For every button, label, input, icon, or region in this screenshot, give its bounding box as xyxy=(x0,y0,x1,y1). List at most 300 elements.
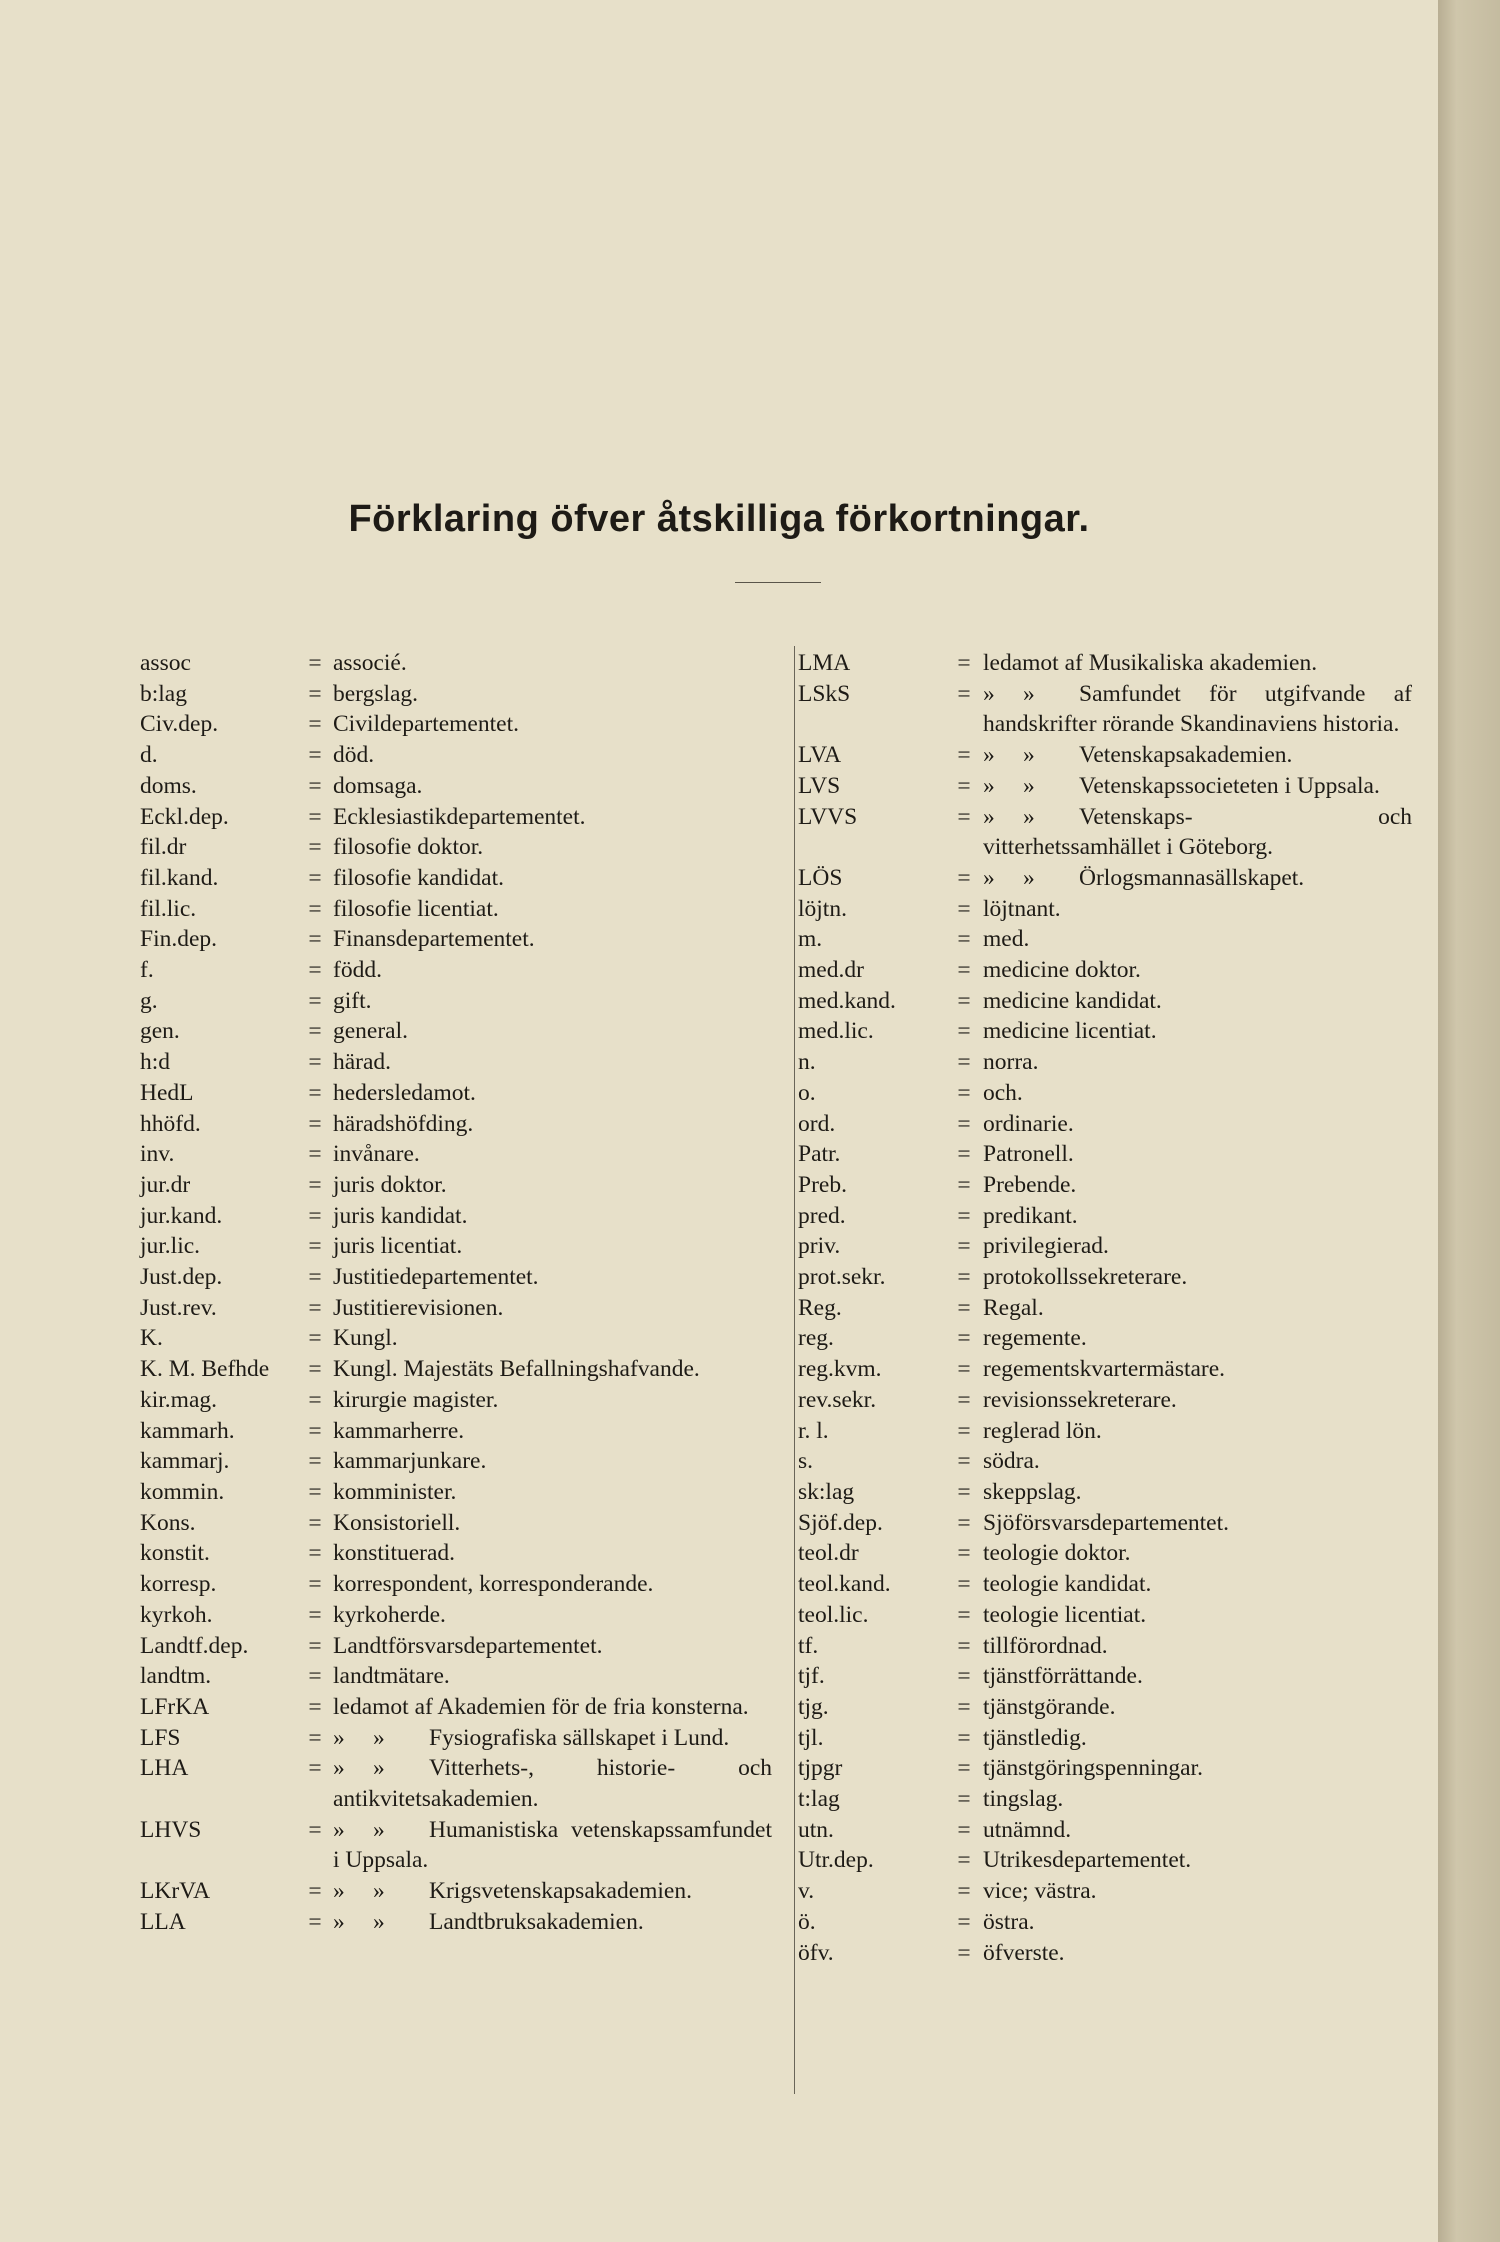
definition-text: Landtförsvarsdepartementet. xyxy=(333,1632,603,1659)
definition-text: kammarjunkare. xyxy=(333,1448,487,1475)
abbreviation: kammarh. xyxy=(140,1417,235,1444)
definition-text: associé. xyxy=(333,650,407,676)
abbreviation-entry xyxy=(140,1631,772,1662)
definition xyxy=(983,1845,1412,1876)
abbreviation: h:d xyxy=(140,1049,171,1076)
equals-sign: = xyxy=(308,772,322,799)
abbreviation: ord. xyxy=(798,1110,836,1137)
definition xyxy=(983,1723,1412,1754)
definition-text: Vetenskapssocieteten i Uppsala. xyxy=(1079,772,1380,799)
definition xyxy=(333,1753,772,1814)
abbreviation-entry xyxy=(790,1109,1412,1140)
definition xyxy=(333,1876,772,1907)
definition xyxy=(333,709,772,740)
definition-text: tjänstgöringspenningar. xyxy=(983,1755,1203,1782)
abbreviation-entry xyxy=(790,1631,1412,1662)
definition-text: regementskvartermästare. xyxy=(983,1356,1226,1383)
definition-text: filosofie kandidat. xyxy=(333,864,504,891)
equals-sign: = xyxy=(308,1878,322,1905)
abbreviation-entry xyxy=(790,1231,1412,1262)
abbreviation: konstit. xyxy=(140,1540,210,1567)
definition xyxy=(983,1016,1412,1047)
equals-sign: = xyxy=(957,1693,971,1720)
abbreviation: Patr. xyxy=(798,1141,841,1168)
definition xyxy=(983,679,1412,740)
definition-text: Kungl. Majestäts Befallningshafvande. xyxy=(333,1356,700,1383)
abbreviation: d. xyxy=(140,742,158,769)
definition xyxy=(333,1293,772,1324)
abbreviation-entry xyxy=(790,1815,1412,1846)
abbreviation: LHVS xyxy=(140,1816,202,1843)
equals-sign: = xyxy=(308,987,322,1014)
ditto-mark: » xyxy=(333,1816,345,1843)
definition-text: medicine kandidat. xyxy=(983,987,1162,1014)
abbreviation: Civ.dep. xyxy=(140,711,219,738)
definition xyxy=(333,1569,772,1600)
abbreviation: g. xyxy=(140,987,158,1014)
definition-text: landtmätare. xyxy=(333,1663,450,1690)
definition xyxy=(333,1385,772,1416)
abbreviation-entry xyxy=(140,863,772,894)
definition-text: teologie kandidat. xyxy=(983,1571,1152,1598)
abbreviation: fil.lic. xyxy=(140,895,197,922)
equals-sign: = xyxy=(308,864,322,891)
abbreviation-entry xyxy=(790,648,1412,679)
abbreviation-entry xyxy=(140,740,772,771)
equals-sign: = xyxy=(957,772,971,799)
equals-sign: = xyxy=(308,834,322,861)
definition xyxy=(333,986,772,1017)
ditto-mark: » xyxy=(983,864,995,891)
equals-sign: = xyxy=(957,1755,971,1782)
definition xyxy=(983,1201,1412,1232)
definition-text: konstituerad. xyxy=(333,1540,456,1567)
definition xyxy=(983,1047,1412,1078)
abbreviation: jur.lic. xyxy=(140,1233,201,1260)
abbreviation-entry xyxy=(140,1661,772,1692)
definition xyxy=(983,1907,1412,1938)
equals-sign: = xyxy=(308,1018,322,1045)
abbreviation: kammarj. xyxy=(140,1448,230,1475)
equals-sign: = xyxy=(957,1448,971,1475)
definition xyxy=(983,740,1412,771)
equals-sign: = xyxy=(308,1724,322,1751)
definition-text: med. xyxy=(983,926,1030,953)
definition-text: Vitterhets-, historie- och antikvitetsakademien. xyxy=(333,1755,772,1813)
abbreviation-entry xyxy=(790,1477,1412,1508)
abbreviation-entry xyxy=(140,1385,772,1416)
ditto-mark: » xyxy=(1023,680,1035,707)
abbreviation-entry xyxy=(790,1569,1412,1600)
abbreviation: Preb. xyxy=(798,1171,847,1198)
abbreviation-entry xyxy=(790,679,1412,740)
abbreviation-entry xyxy=(140,1354,772,1385)
abbreviation-entry xyxy=(790,802,1412,863)
definition xyxy=(983,1661,1412,1692)
abbreviation-entry xyxy=(140,648,772,679)
equals-sign: = xyxy=(957,987,971,1014)
definition xyxy=(333,1078,772,1109)
equals-sign: = xyxy=(957,680,971,707)
definition-text: Patronell. xyxy=(983,1141,1074,1168)
abbreviation-entry xyxy=(790,740,1412,771)
abbreviation: tjf. xyxy=(798,1663,825,1690)
definition xyxy=(333,1631,772,1662)
definition xyxy=(333,1170,772,1201)
abbreviation: inv. xyxy=(140,1141,175,1168)
equals-sign: = xyxy=(957,1386,971,1413)
abbreviation-entry xyxy=(790,1201,1412,1232)
definition-text: kyrkoherde. xyxy=(333,1601,446,1628)
definition xyxy=(983,1323,1412,1354)
definition-text: teologie doktor. xyxy=(983,1540,1131,1567)
abbreviation-entry xyxy=(790,986,1412,1017)
equals-sign: = xyxy=(957,1878,971,1905)
abbreviation-entry xyxy=(140,1078,772,1109)
equals-sign: = xyxy=(957,1110,971,1137)
definition-text: härad. xyxy=(333,1049,392,1076)
abbreviation: K. M. Befhde xyxy=(140,1356,270,1383)
abbreviation-entry xyxy=(140,1047,772,1078)
abbreviation-entry xyxy=(790,1446,1412,1477)
abbreviation-column-right xyxy=(790,648,1412,1968)
definition xyxy=(983,1446,1412,1477)
ditto-mark: » xyxy=(983,772,995,799)
abbreviation: LFS xyxy=(140,1724,181,1751)
ditto-mark: » xyxy=(333,1755,345,1782)
abbreviation-entry xyxy=(790,1170,1412,1201)
abbreviation: fil.kand. xyxy=(140,864,219,891)
definition xyxy=(983,1938,1412,1969)
abbreviation-entry xyxy=(140,1753,772,1814)
abbreviation-entry xyxy=(790,1508,1412,1539)
ditto-mark: » xyxy=(1023,864,1035,891)
abbreviation: rev.sekr. xyxy=(798,1386,877,1413)
definition-text: utnämnd. xyxy=(983,1816,1072,1843)
definition-text: Ecklesiastikdepartementet. xyxy=(333,803,586,830)
definition-text: östra. xyxy=(983,1908,1035,1935)
equals-sign: = xyxy=(308,1110,322,1137)
definition-text: revisionssekreterare. xyxy=(983,1386,1177,1413)
abbreviation-entry xyxy=(790,1845,1412,1876)
abbreviation-entry xyxy=(790,1784,1412,1815)
equals-sign: = xyxy=(308,1755,322,1782)
definition xyxy=(333,1047,772,1078)
equals-sign: = xyxy=(308,1540,322,1567)
definition xyxy=(983,1139,1412,1170)
abbreviation-entry xyxy=(140,924,772,955)
definition-text: Vetenskapsakademien. xyxy=(1079,742,1293,769)
equals-sign: = xyxy=(957,1325,971,1352)
ditto-mark: » xyxy=(333,1908,345,1935)
definition-text: teologie licentiat. xyxy=(983,1601,1147,1628)
abbreviation-entry xyxy=(790,1661,1412,1692)
abbreviation: tjl. xyxy=(798,1724,824,1751)
abbreviation: LLA xyxy=(140,1908,186,1935)
definition-text: komminister. xyxy=(333,1478,457,1505)
abbreviation: kommin. xyxy=(140,1478,225,1505)
abbreviation-entry xyxy=(790,1416,1412,1447)
definition xyxy=(983,1815,1412,1846)
abbreviation: jur.dr xyxy=(140,1171,191,1198)
abbreviation: Reg. xyxy=(798,1294,842,1321)
equals-sign: = xyxy=(308,1386,322,1413)
definition xyxy=(333,648,772,679)
abbreviation: LVA xyxy=(798,742,842,769)
definition xyxy=(983,1109,1412,1140)
abbreviation: korresp. xyxy=(140,1571,217,1598)
abbreviation-entry xyxy=(790,924,1412,955)
abbreviation: m. xyxy=(798,926,823,953)
abbreviation-entry xyxy=(790,771,1412,802)
equals-sign: = xyxy=(308,895,322,922)
definition-text: hedersledamot. xyxy=(333,1079,476,1106)
equals-sign: = xyxy=(308,742,322,769)
abbreviation-entry xyxy=(140,1723,772,1754)
equals-sign: = xyxy=(308,1509,322,1536)
definition-text: Civildepartementet. xyxy=(333,711,519,738)
equals-sign: = xyxy=(957,1540,971,1567)
abbreviation-entry xyxy=(140,1416,772,1447)
abbreviation-entry xyxy=(790,1016,1412,1047)
abbreviation-entry xyxy=(140,771,772,802)
equals-sign: = xyxy=(957,742,971,769)
abbreviation: tf. xyxy=(798,1632,819,1659)
definition-text: Konsistoriell. xyxy=(333,1509,461,1536)
ditto-mark: » xyxy=(983,742,995,769)
abbreviation: prot.sekr. xyxy=(798,1264,886,1291)
definition xyxy=(983,1600,1412,1631)
definition xyxy=(983,1692,1412,1723)
definition-text: Vetenskaps- och vitterhetssamhället i Göteborg. xyxy=(983,803,1412,861)
abbreviation: b:lag xyxy=(140,680,187,707)
abbreviation: Utr.dep. xyxy=(798,1847,874,1874)
equals-sign: = xyxy=(308,1693,322,1720)
abbreviation-entry xyxy=(140,1692,772,1723)
definition-text: kammarherre. xyxy=(333,1417,465,1444)
equals-sign: = xyxy=(957,1264,971,1291)
equals-sign: = xyxy=(957,1663,971,1690)
abbreviation-entry xyxy=(790,1293,1412,1324)
definition-text: medicine doktor. xyxy=(983,957,1141,984)
abbreviation-entry xyxy=(790,1047,1412,1078)
title-rule xyxy=(735,582,821,583)
ditto-mark: » xyxy=(333,1724,345,1751)
definition-text: tjänstledig. xyxy=(983,1724,1087,1751)
definition xyxy=(333,894,772,925)
abbreviation: med.kand. xyxy=(798,987,896,1014)
definition xyxy=(983,1078,1412,1109)
equals-sign: = xyxy=(957,895,971,922)
abbreviation-entry xyxy=(140,1262,772,1293)
definition-text: juris licentiat. xyxy=(333,1233,463,1260)
abbreviation: Just.dep. xyxy=(140,1264,223,1291)
definition xyxy=(983,1538,1412,1569)
equals-sign: = xyxy=(308,711,322,738)
equals-sign: = xyxy=(957,1171,971,1198)
definition-text: Sjöförsvarsdepartementet. xyxy=(983,1509,1230,1536)
definition-text: häradshöfding. xyxy=(333,1110,474,1137)
abbreviation-entry xyxy=(140,1508,772,1539)
equals-sign: = xyxy=(957,1939,971,1966)
equals-sign: = xyxy=(957,1509,971,1536)
abbreviation-entry xyxy=(140,1016,772,1047)
definition-text: reglerad lön. xyxy=(983,1417,1102,1444)
definition-text: skeppslag. xyxy=(983,1478,1082,1505)
equals-sign: = xyxy=(308,1079,322,1106)
definition xyxy=(333,1815,772,1876)
abbreviation: LFrKA xyxy=(140,1693,210,1720)
abbreviation-entry xyxy=(790,1600,1412,1631)
equals-sign: = xyxy=(957,1632,971,1659)
definition xyxy=(983,863,1412,894)
definition-text: Fysiografiska sällskapet i Lund. xyxy=(429,1724,730,1751)
equals-sign: = xyxy=(957,1786,971,1813)
definition-text: tillförordnad. xyxy=(983,1632,1108,1659)
equals-sign: = xyxy=(308,1233,322,1260)
definition xyxy=(333,1231,772,1262)
definition xyxy=(333,1416,772,1447)
definition-text: Regal. xyxy=(983,1294,1044,1321)
equals-sign: = xyxy=(308,1816,322,1843)
ditto-mark: » xyxy=(983,803,995,830)
definition xyxy=(983,1876,1412,1907)
ditto-mark: » xyxy=(373,1878,385,1905)
definition-text: Kungl. xyxy=(333,1325,398,1352)
abbreviation: Kons. xyxy=(140,1509,196,1536)
definition-text: Finansdepartementet. xyxy=(333,926,535,953)
ditto-mark: » xyxy=(373,1908,385,1935)
definition-text: regemente. xyxy=(983,1325,1087,1352)
equals-sign: = xyxy=(957,1049,971,1076)
equals-sign: = xyxy=(308,1049,322,1076)
abbreviation-entry xyxy=(140,1477,772,1508)
abbreviation: öfv. xyxy=(798,1939,834,1966)
definition xyxy=(983,955,1412,986)
abbreviation: tjg. xyxy=(798,1693,829,1720)
equals-sign: = xyxy=(308,1478,322,1505)
abbreviation: hhöfd. xyxy=(140,1110,201,1137)
abbreviation: LVS xyxy=(798,772,841,799)
definition-text: protokollssekreterare. xyxy=(983,1264,1188,1291)
definition xyxy=(333,1354,772,1385)
definition-text: Krigsvetenskapsakademien. xyxy=(429,1878,692,1905)
abbreviation-entry xyxy=(790,1692,1412,1723)
abbreviation: sk:lag xyxy=(798,1478,855,1505)
definition xyxy=(333,832,772,863)
abbreviation: teol.dr xyxy=(798,1540,859,1567)
definition xyxy=(333,679,772,710)
ditto-mark: » xyxy=(1023,742,1035,769)
definition xyxy=(333,1723,772,1754)
abbreviation-entry xyxy=(140,1876,772,1907)
definition-text: Örlogsmannasällskapet. xyxy=(1079,864,1305,891)
definition-text: norra. xyxy=(983,1049,1039,1076)
definition-text: juris doktor. xyxy=(333,1171,447,1198)
definition xyxy=(333,1446,772,1477)
equals-sign: = xyxy=(957,650,971,676)
abbreviation-entry xyxy=(790,1876,1412,1907)
abbreviation: fil.dr xyxy=(140,834,187,861)
equals-sign: = xyxy=(308,1663,322,1690)
definition-text: invånare. xyxy=(333,1141,420,1168)
ditto-mark: » xyxy=(1023,772,1035,799)
abbreviation: reg.kvm. xyxy=(798,1356,882,1383)
definition-text: Prebende. xyxy=(983,1171,1077,1198)
equals-sign: = xyxy=(308,1171,322,1198)
definition xyxy=(333,740,772,771)
equals-sign: = xyxy=(957,1478,971,1505)
definition-text: Samfundet för utgifvande af handskrifter rörande Skandinaviens historia. xyxy=(983,680,1412,738)
abbreviation-column-left xyxy=(140,648,772,1938)
abbreviation: Landtf.dep. xyxy=(140,1632,249,1659)
equals-sign: = xyxy=(957,1356,971,1383)
equals-sign: = xyxy=(308,1141,322,1168)
definition-text: general. xyxy=(333,1018,409,1045)
definition-text: född. xyxy=(333,957,382,984)
abbreviation-entry xyxy=(790,863,1412,894)
definition xyxy=(333,1016,772,1047)
ditto-mark: » xyxy=(373,1755,385,1782)
definition-text: tingslag. xyxy=(983,1786,1064,1813)
definition xyxy=(983,1385,1412,1416)
abbreviation: LHA xyxy=(140,1755,189,1782)
abbreviation-entry xyxy=(140,832,772,863)
abbreviation-entry xyxy=(140,1538,772,1569)
equals-sign: = xyxy=(957,1724,971,1751)
definition xyxy=(333,955,772,986)
equals-sign: = xyxy=(957,864,971,891)
abbreviation: tjpgr xyxy=(798,1755,843,1782)
abbreviation: utn. xyxy=(798,1816,834,1843)
equals-sign: = xyxy=(308,1908,322,1935)
abbreviation-entry xyxy=(140,1569,772,1600)
abbreviation-entry xyxy=(140,1109,772,1140)
equals-sign: = xyxy=(957,1294,971,1321)
definition-text: predikant. xyxy=(983,1202,1078,1229)
abbreviation: f. xyxy=(140,957,154,984)
equals-sign: = xyxy=(308,1417,322,1444)
definition-text: ledamot af Akademien för de fria konsterna. xyxy=(333,1693,749,1720)
equals-sign: = xyxy=(308,926,322,953)
definition xyxy=(983,1231,1412,1262)
definition-text: död. xyxy=(333,742,375,769)
definition-text: bergslag. xyxy=(333,680,419,707)
abbreviation: Fin.dep. xyxy=(140,926,218,953)
definition-text: filosofie doktor. xyxy=(333,834,484,861)
abbreviation: LKrVA xyxy=(140,1878,211,1905)
definition-text: Landtbruksakademien. xyxy=(429,1908,644,1935)
abbreviation-entry xyxy=(790,1723,1412,1754)
definition-text: ordinarie. xyxy=(983,1110,1074,1137)
definition xyxy=(333,1477,772,1508)
abbreviation-entry xyxy=(790,1753,1412,1784)
definition xyxy=(983,924,1412,955)
equals-sign: = xyxy=(957,957,971,984)
equals-sign: = xyxy=(957,803,971,830)
definition xyxy=(983,1416,1412,1447)
abbreviation-entry xyxy=(790,1938,1412,1969)
abbreviation-entry xyxy=(790,1354,1412,1385)
abbreviation-entry xyxy=(790,1385,1412,1416)
abbreviation-entry xyxy=(140,802,772,833)
abbreviation-entry xyxy=(140,1446,772,1477)
definition-text: tjänstförrättande. xyxy=(983,1663,1143,1690)
abbreviation-entry xyxy=(140,1201,772,1232)
definition xyxy=(333,1508,772,1539)
definition-text: Utrikesdepartementet. xyxy=(983,1847,1192,1874)
abbreviation: löjtn. xyxy=(798,895,847,922)
